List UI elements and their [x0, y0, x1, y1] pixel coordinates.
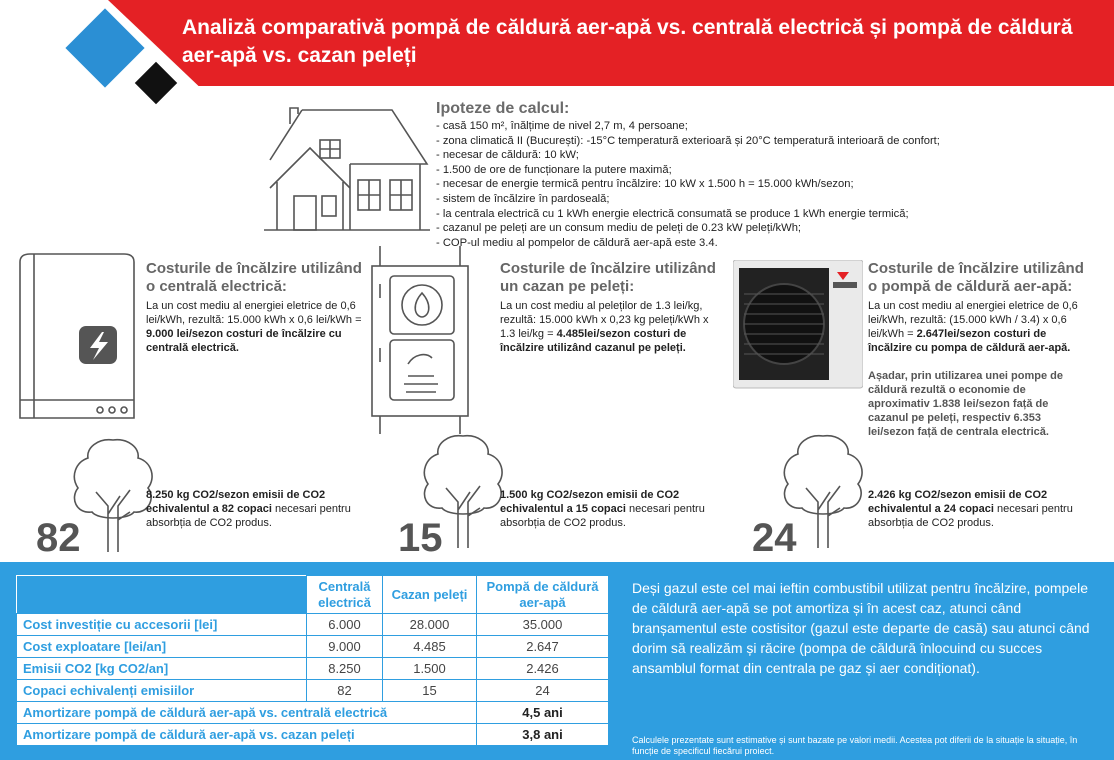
table-row: Amortizare pompă de căldură aer-apă vs. cazan peleți 3,8 ani	[17, 724, 609, 746]
table-row: Emisii CO2 [kg CO2/an] 8.250 1.500 2.426	[17, 658, 609, 680]
section-body: La un cost mediu al energiei eletrice de 0,6 lei/kWh, rezultă: 15.000 kWh x 0,6 lei/kWh = 9.000 lei/sezon costuri de încălzire cu centrală electrică.	[146, 300, 362, 354]
hypothesis-item: - COP-ul mediu al pompelor de căldură aer-apă este 3.4.	[436, 236, 718, 249]
emissions-text: 8.250 kg CO2/sezon emisii de CO2 echivalentul a 82 copaci necesari pentru absorbția de CO2 produs.	[146, 489, 351, 529]
section-body: La un cost mediu al peleților de 1.3 lei/kg, rezultă: 15.000 kWh x 0,23 kg peleți/kWh x 1.3 lei/kg = 4.485lei/sezon costuri de încălzire utilizând cazanul pe peleți.	[500, 300, 709, 354]
heat-pump-icon	[733, 260, 863, 392]
tree-count: 24	[752, 516, 797, 560]
table-header: Cazan peleți	[383, 576, 477, 614]
tree-icon	[68, 436, 158, 554]
emissions-text: 2.426 kg CO2/sezon emisii de CO2 echivalentul a 24 copaci necesari pentru absorbția de CO2 produs.	[868, 489, 1073, 529]
section-title: Costurile de încălzire utilizând o pompă de căldură aer-apă:	[868, 260, 1084, 295]
heatpump-cost-section	[868, 260, 1090, 439]
comparison-table	[16, 575, 609, 746]
electric-cost-section	[146, 260, 371, 355]
footnote: Calculele prezentate sunt estimative și sunt bazate pe valori medii. Acestea pot diferii de la situație la situație, în funcție de specificul fiecărui proiect.	[632, 735, 1078, 756]
hypothesis-item: - 1.500 de ore de funcționare la putere maximă;	[436, 163, 672, 176]
hypothesis-item: - cazanul pe peleți are un consum mediu de peleți de 0.23 kW peleți/kWh;	[436, 222, 802, 235]
black-diamond-logo	[135, 62, 177, 104]
table-row: Cost exploatare [lei/an] 9.000 4.485 2.647	[17, 636, 609, 658]
hypothesis-item: - zona climatică II (București): -15°C temperatură exterioară și 20°C temperatură interioară de confort;	[436, 134, 940, 147]
header	[0, 0, 1114, 86]
hypothesis-item: - necesar de energie termică pentru încălzire: 10 kW x 1.500 h = 15.000 kWh/sezon;	[436, 178, 854, 191]
table-header: Pompă de căldură aer-apă	[477, 576, 609, 614]
section-title: Costurile de încălzire utilizând un cazan pe peleți:	[500, 260, 716, 295]
hypotheses	[436, 100, 1096, 250]
electric-boiler-icon	[16, 250, 138, 430]
hypotheses-title: Ipoteze de calcul:	[436, 100, 570, 117]
table-row: Copaci echivalenți emisiilor 82 15 24	[17, 680, 609, 702]
emissions-text: 1.500 kg CO2/sezon emisii de CO2 echivalentul a 15 copaci necesari pentru absorbția de CO2 produs.	[500, 489, 705, 529]
hypothesis-item: - la centrala electrică cu 1 kWh energie electrică consumată se produce 1 kWh energie termică;	[436, 207, 909, 220]
gas-comparison-text: Deși gazul este cel mai ieftin combustibil utilizat pentru încălzire, pompele de căldură aer-apă se pot amortiza și în acest caz, atunci când branșamentul este costisitor (gazul este departe de casă) sau atunci când dorim să realizăm și răcire (pompa de căldură înlocuind cu succes ansamblul format din centrala pe gaz și aer condiționat).	[632, 580, 1090, 676]
section-body: La un cost mediu al energiei eletrice de 0,6 lei/kWh, rezultă: (15.000 kWh / 3.4) x 0,6 lei/kWh = 2.647lei/sezon costuri de încălzire cu pompa de căldură aer-apă.	[868, 300, 1078, 354]
pellet-boiler-icon	[368, 244, 472, 436]
hypothesis-item: - casă 150 m², înălțime de nivel 2,7 m, 4 persoane;	[436, 120, 688, 132]
hypothesis-item: - sistem de încălzire în pardoseală;	[436, 192, 610, 205]
pellet-cost-section	[500, 260, 725, 355]
page-title: Analiză comparativă pompă de căldură aer-apă vs. centrală electrică și pompă de căldură aer-apă vs. cazan peleți	[182, 16, 1073, 67]
table-row: Amortizare pompă de căldură aer-apă vs. centrală electrică 4,5 ani	[17, 702, 609, 724]
hypothesis-item: - necesar de căldură: 10 kW;	[436, 149, 579, 162]
table-header	[17, 576, 307, 614]
table-row: Cost investiție cu accesorii [lei] 6.000 28.000 35.000	[17, 614, 609, 636]
section-title: Costurile de încălzire utilizând o centrală electrică:	[146, 260, 362, 295]
house-icon	[262, 100, 432, 232]
table-header: Centrală electrică	[307, 576, 383, 614]
tree-count: 82	[36, 516, 81, 560]
savings-text: Așadar, prin utilizarea unei pompe de căldură rezultă o economie de aproximativ 1.838 lei/sezon față de cazanul pe peleți, respectiv 6.353 lei/sezon față de centrala electrică.	[868, 370, 1063, 438]
tree-count: 15	[398, 516, 443, 560]
